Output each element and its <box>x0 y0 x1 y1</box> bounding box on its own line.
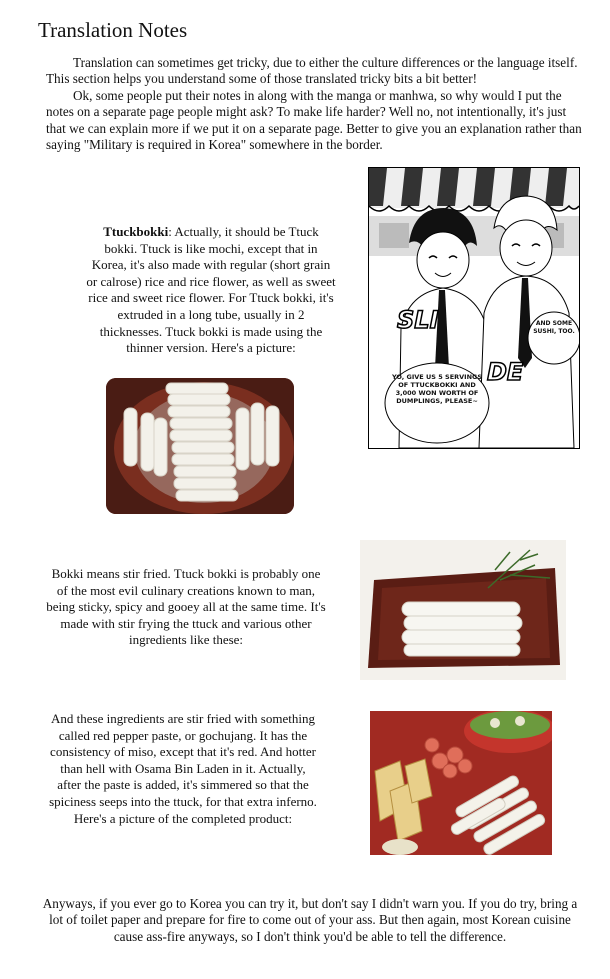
sfx-right: DE <box>487 358 524 386</box>
photo-ttuck-sticks <box>106 378 294 514</box>
note-ttuckbokki <box>86 224 336 357</box>
intro-paragraph-1: Translation can sometimes get tricky, due to either the culture differences or the language itself. This section helps you understand some of those translated tricky bits a bit better! <box>46 55 578 87</box>
sfx-left: SLI <box>397 306 439 334</box>
manga-panel <box>368 167 580 449</box>
term-ttuckbokki: Ttuckbokki <box>103 224 169 239</box>
note-bokki: Bokki means stir fried. Ttuck bokki is probably one of the most evil culinary creations known to man, being sticky, spicy and gooey all at the same time. It's made with stir frying the ttuck and various other ingredients like these: <box>46 566 326 648</box>
photo-ttuck-plate <box>360 540 566 680</box>
intro-paragraph-2: Ok, some people put their notes in along with the manga or manhwa, so why would I put the notes on a separate page people might ask? To make life harder? Well no, not intentionally, it's just that we can explain more if we put it on a separate page. Better to give you an explanation rather than saying "Military is required in Korea" somewhere in the border. <box>46 87 582 153</box>
note-gochujang: And these ingredients are stir fried with something called red pepper paste, or gochujang. It has the consistency of miso, except that it's red. And hotter than hell with Osama Bin Laden in it. Actually, after the paste is added, it's simmered so that the spiciness seeps into the ttuck, for that extra inferno. Here's a picture of the completed product: <box>49 711 317 826</box>
intro-text <box>46 55 582 153</box>
page-title: Translation Notes <box>38 18 188 42</box>
closing-text: Anyways, if you ever go to Korea you can try it, but don't say I didn't warn you. If you do try, bring a lot of toilet paper and prepare for fire to come out of your ass. But then again, most Korean cuisine cause ass-fire anyways, so I don't think you'd be able to tell the difference. <box>42 896 578 944</box>
speech-bubble-left: YO, GIVE US 5 SERVINGS OF TTUCKBOKKI AND 3,000 WON WORTH OF DUMPLINGS, PLEASE~ <box>391 373 483 405</box>
speech-bubble-right: AND SOME SUSHI, TOO. <box>533 320 575 335</box>
photo-ingredients <box>370 711 552 855</box>
note-ttuckbokki-text: : Actually, it should be Ttuck bokki. Ttuck is like mochi, except that in Korea, it's also made with regular (short grain or calrose) rice and rice flower, as well as sweet rice and sweet rice flower. For Ttuck bokki, it's extruded in a long tube, usually in 2 thicknesses. Ttuck bokki is made using the thinner version. Here's a picture: <box>86 224 336 356</box>
